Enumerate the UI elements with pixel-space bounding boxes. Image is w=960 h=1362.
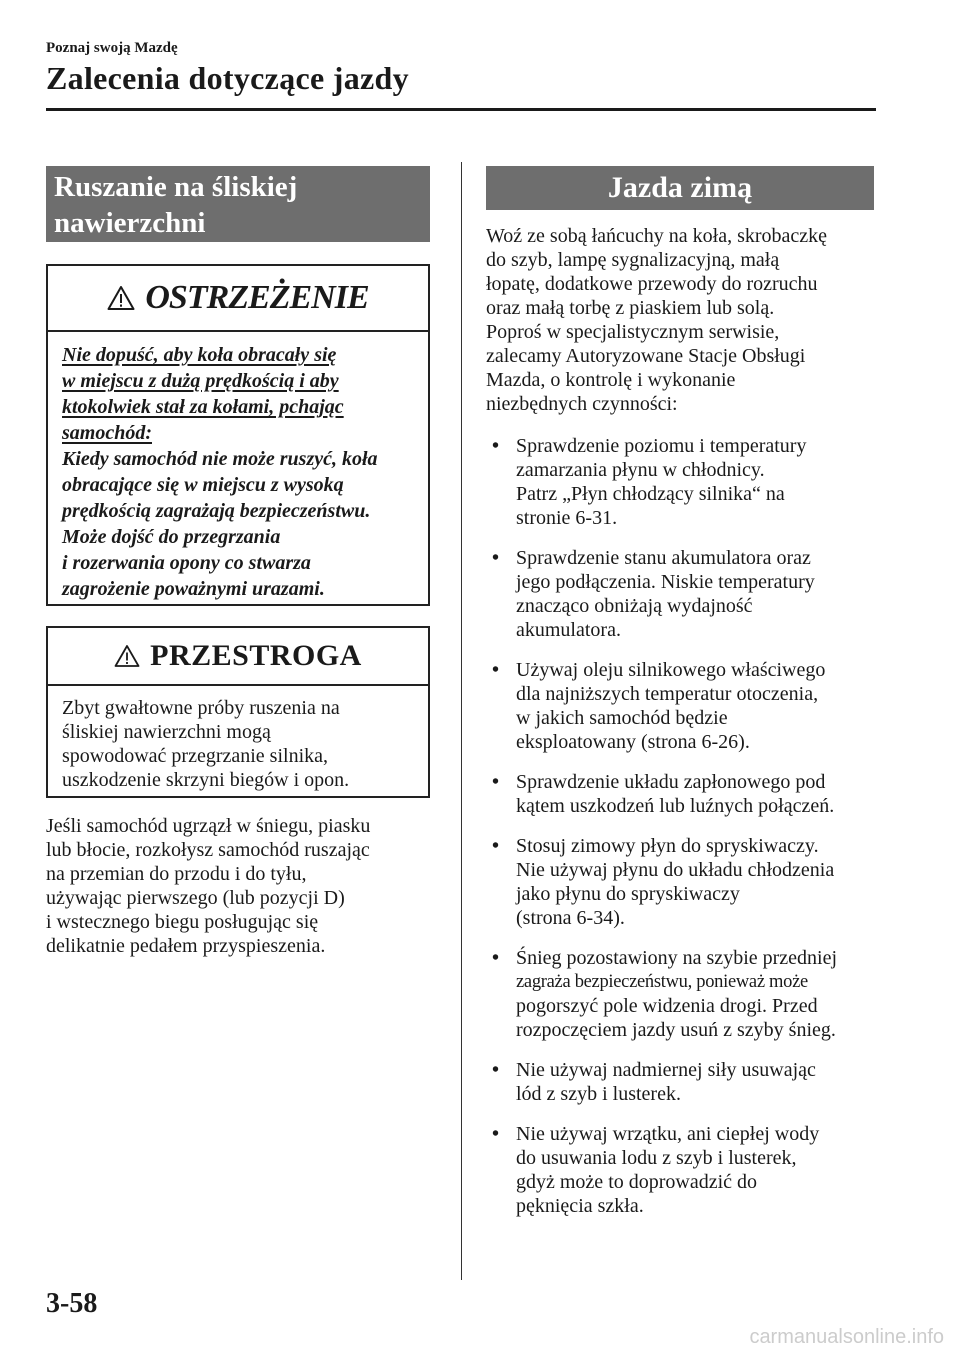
page-number: 3-58 (46, 1288, 98, 1319)
list-item-line: Stosuj zimowy płyn do spryskiwaczy. (516, 835, 819, 857)
heading-line-2: nawierzchni (54, 207, 206, 239)
list-item-line: Śnieg pozostawiony na szybie przedniej (516, 947, 838, 969)
page-title: Zalecenia dotyczące jazdy (46, 60, 409, 96)
heading-line-1: Ruszanie na śliskiej (54, 171, 298, 203)
paragraph-line: na przemian do przodu i do tyłu, (46, 863, 307, 885)
caution-triangle-icon (114, 644, 140, 668)
list-item (486, 770, 880, 818)
list-item-line: znacząco obniżają wydajność (516, 595, 753, 617)
list-item-line: Używaj oleju silnikowego właściwego (516, 659, 826, 681)
warning-box (46, 264, 430, 606)
bullet-icon: • (492, 659, 500, 681)
list-item-line: zamarzania płynu w chłodnicy. (516, 459, 765, 481)
list-item-line: Sprawdzenie stanu akumulatora oraz (516, 547, 811, 569)
list-item-line: Nie używaj wrzątku, ani ciepłej wody (516, 1123, 820, 1145)
column-divider (461, 162, 462, 1280)
list-item-line: (strona 6-34). (516, 907, 625, 929)
list-item (486, 434, 880, 530)
intro-line: do szyb, lampę sygnalizacyjną, małą (486, 249, 780, 271)
list-item-line: Patrz „Płyn chłodzący silnika“ na (516, 483, 785, 505)
winter-checklist (486, 434, 880, 1234)
list-item-line: jako płynu do spryskiwaczy (516, 883, 740, 905)
warning-title: OSTRZEŻENIE (145, 279, 369, 316)
warning-line: Może dojść do przegrzania (62, 526, 281, 548)
title-rule (46, 108, 876, 111)
bullet-icon: • (492, 547, 500, 569)
warning-line: Kiedy samochód nie może ruszyć, koła (62, 448, 378, 470)
list-item-line: zagraża bezpieczeństwu, ponieważ może (516, 972, 808, 992)
list-item-line: akumulatora. (516, 619, 621, 641)
bullet-icon: • (492, 835, 500, 857)
intro-line: Woź ze sobą łańcuchy na koła, skrobaczkę (486, 225, 828, 247)
section-label: Poznaj swoją Mazdę (46, 40, 178, 56)
paragraph-line: używając pierwszego (lub pozycji D) (46, 887, 345, 909)
paragraph-line: i wstecznego biegu posługując się (46, 911, 319, 933)
intro-line: oraz małą torbę z piaskiem lub solą. (486, 297, 775, 319)
list-item-line: Nie używaj płynu do układu chłodzenia (516, 859, 835, 881)
list-item (486, 1122, 880, 1218)
list-item-line: dla najniższych temperatur otoczenia, (516, 683, 819, 705)
intro-line: zalecamy Autoryzowane Stacje Obsługi (486, 345, 806, 367)
section-heading-slippery-start (46, 166, 430, 242)
intro-line: Poproś w specjalistycznym serwisie, (486, 321, 780, 343)
list-item-line: do usuwania lodu z szyb i lusterek, (516, 1147, 797, 1169)
section-heading-winter-driving: Jazda zimą (486, 166, 874, 210)
list-item-line: kątem uszkodzeń lub luźnych połączeń. (516, 795, 835, 817)
intro-line: łopatę, dodatkowe przewody do rozruchu (486, 273, 818, 295)
intro-line: Mazda, o kontrolę i wykonanie (486, 369, 736, 391)
list-item-line: pęknięcia szkła. (516, 1195, 644, 1217)
list-item (486, 946, 880, 1042)
list-item-line: Sprawdzenie poziomu i temperatury (516, 435, 807, 457)
warning-line: prędkością zagrażają bezpieczeństwu. (62, 500, 371, 522)
intro-line: niezbędnych czynności: (486, 393, 678, 415)
watermark: carmanualsonline.info (749, 1326, 944, 1348)
bullet-icon: • (492, 1059, 500, 1081)
list-item-line: eksploatowany (strona 6-26). (516, 731, 750, 753)
list-item (486, 546, 880, 642)
warning-underlined-line: ktokolwiek stał za kołami, pchając (62, 396, 344, 418)
warning-triangle-icon (107, 285, 135, 311)
caution-text (48, 686, 428, 792)
caution-header (48, 628, 428, 686)
warning-line: i rozerwania opony co stwarza (62, 552, 311, 574)
caution-title: PRZESTROGA (150, 639, 362, 672)
bullet-icon: • (492, 771, 500, 793)
paragraph-line: lub błocie, rozkołysz samochód ruszając (46, 839, 370, 861)
list-item-line: jego podłączenia. Niskie temperatury (516, 571, 815, 593)
bullet-icon: • (492, 435, 500, 457)
caution-line: uszkodzenie skrzyni biegów i opon. (62, 769, 350, 791)
caution-line: spowodować przegrzanie silnika, (62, 745, 329, 767)
bullet-icon: • (492, 1123, 500, 1145)
warning-line: obracające się w miejscu z wysoką (62, 474, 344, 496)
warning-header (48, 266, 428, 332)
list-item-line: lód z szyb i lusterek. (516, 1083, 681, 1105)
list-item-line: pogorszyć pole widzenia drogi. Przed (516, 995, 818, 1017)
list-item-line: w jakich samochód będzie (516, 707, 728, 729)
warning-underlined-line: w miejscu z dużą prędkością i aby (62, 370, 339, 392)
list-item-line: stronie 6-31. (516, 507, 618, 529)
list-item (486, 834, 880, 930)
list-item (486, 1058, 880, 1106)
stuck-vehicle-paragraph (46, 814, 436, 958)
caution-box (46, 626, 430, 798)
caution-line: Zbyt gwałtowne próby ruszenia na (62, 697, 340, 719)
list-item-line: Nie używaj nadmiernej siły usuwając (516, 1059, 816, 1081)
list-item-line: rozpoczęciem jazdy usuń z szyby śnieg. (516, 1019, 836, 1041)
paragraph-line: Jeśli samochód ugrzązł w śniegu, piasku (46, 815, 371, 837)
winter-intro-paragraph (486, 224, 878, 416)
list-item-line: gdyż może to doprowadzić do (516, 1171, 758, 1193)
paragraph-line: delikatnie pedałem przyspieszenia. (46, 935, 326, 957)
warning-underlined-line: Nie dopuść, aby koła obracały się (62, 344, 337, 366)
warning-line: zagrożenie poważnymi urazami. (62, 578, 325, 600)
list-item-line: Sprawdzenie układu zapłonowego pod (516, 771, 826, 793)
warning-text (48, 332, 428, 602)
caution-line: śliskiej nawierzchni mogą (62, 721, 271, 743)
list-item (486, 658, 880, 754)
bullet-icon: • (492, 947, 500, 969)
warning-underlined-line: samochód: (62, 422, 152, 444)
